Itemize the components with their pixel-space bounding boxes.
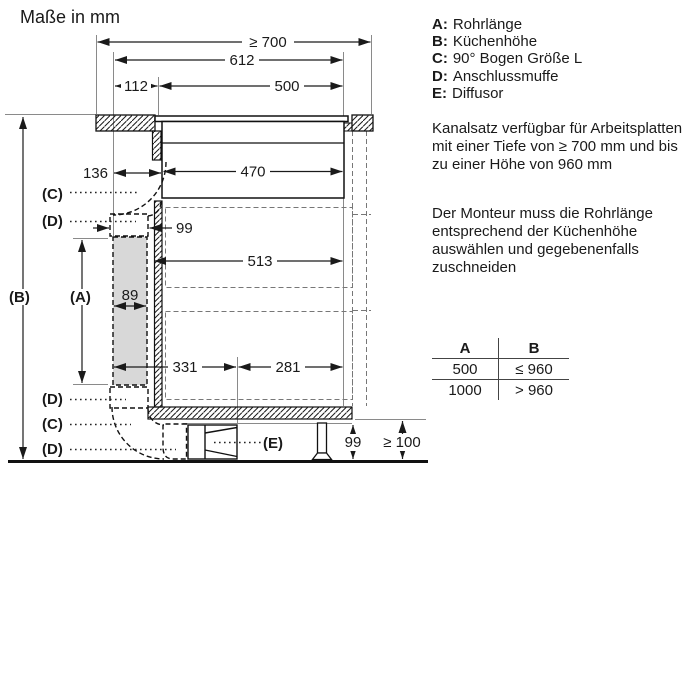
dim-plinth: ≥ 100 xyxy=(383,434,421,451)
label-e: (E) xyxy=(263,435,283,452)
dim-width: 500 xyxy=(274,78,300,95)
dim-split-back: 281 xyxy=(275,359,301,376)
dim-offset: 136 xyxy=(82,165,108,182)
worktop-left xyxy=(96,115,155,131)
hob-outlet xyxy=(153,131,162,160)
cabinet-bottom-board xyxy=(148,407,352,419)
dim-sleeve: 99 xyxy=(176,220,193,237)
legend-item-b: B: Küchenhöhe xyxy=(432,33,538,51)
label-b: (B) xyxy=(9,289,30,306)
label-d-top: (D) xyxy=(42,213,63,230)
sleeve-top xyxy=(110,214,148,236)
cabinet-leg xyxy=(313,423,332,460)
table-header-a: A xyxy=(459,339,471,357)
dim-hob: 470 xyxy=(240,163,266,181)
table-header-row xyxy=(432,338,569,359)
label-d-bottom: (D) xyxy=(42,441,63,458)
sleeve-diffusor xyxy=(163,424,187,459)
legend-item-c: C: 90° Bogen Größe L xyxy=(432,50,583,68)
pipe-length-table xyxy=(432,338,569,400)
label-d-mid: (D) xyxy=(42,391,63,408)
label-c-top: (C) xyxy=(42,186,63,203)
dim-under: 99 xyxy=(344,434,362,451)
table-header-b: B xyxy=(499,338,570,359)
note-monteur: Der Monteur muss die Rohrlänge entsprechend der Küchenhöhe auswählen und gegebenenfalls zuschneiden xyxy=(432,205,653,276)
dim-front: 112 xyxy=(124,78,148,95)
label-backgrounds xyxy=(9,34,426,451)
page-title: Maße in mm xyxy=(20,7,121,27)
dim-inner: 513 xyxy=(247,253,273,270)
worktop-right xyxy=(352,115,373,131)
sleeve-bottom xyxy=(110,387,148,408)
installation-diagram xyxy=(0,0,445,475)
worktop-right-step xyxy=(344,123,352,131)
table-row: 500 ≤ 960 xyxy=(432,359,569,380)
note-kanalsatz: Kanalsatz verfügbar für Arbeitsplatten mit einer Tiefe von ≥ 700 mm und bis zu einer Höhe von 960 mm xyxy=(432,120,683,173)
dimension-lines xyxy=(23,42,403,459)
legend-item-d: D: Anschlussmuffe xyxy=(432,67,559,85)
legend xyxy=(432,16,582,102)
hob-glass xyxy=(155,116,348,122)
dim-duct: 89 xyxy=(121,287,139,304)
legend-item-e: E: Diffusor xyxy=(432,84,504,102)
extension-lines xyxy=(5,35,426,424)
dim-depth: ≥ 700 xyxy=(249,34,287,51)
dim-split-front: 331 xyxy=(172,359,198,376)
label-c-bottom: (C) xyxy=(42,416,63,433)
hob-body xyxy=(162,122,344,199)
legend-item-a: A: Rohrlänge xyxy=(432,16,523,33)
duct-pipe xyxy=(113,237,147,385)
table-row: 1000 > 960 xyxy=(432,380,569,401)
cabinet-side-wall xyxy=(155,201,163,407)
label-a: (A) xyxy=(70,289,91,306)
dim-cutout: 612 xyxy=(229,52,255,69)
